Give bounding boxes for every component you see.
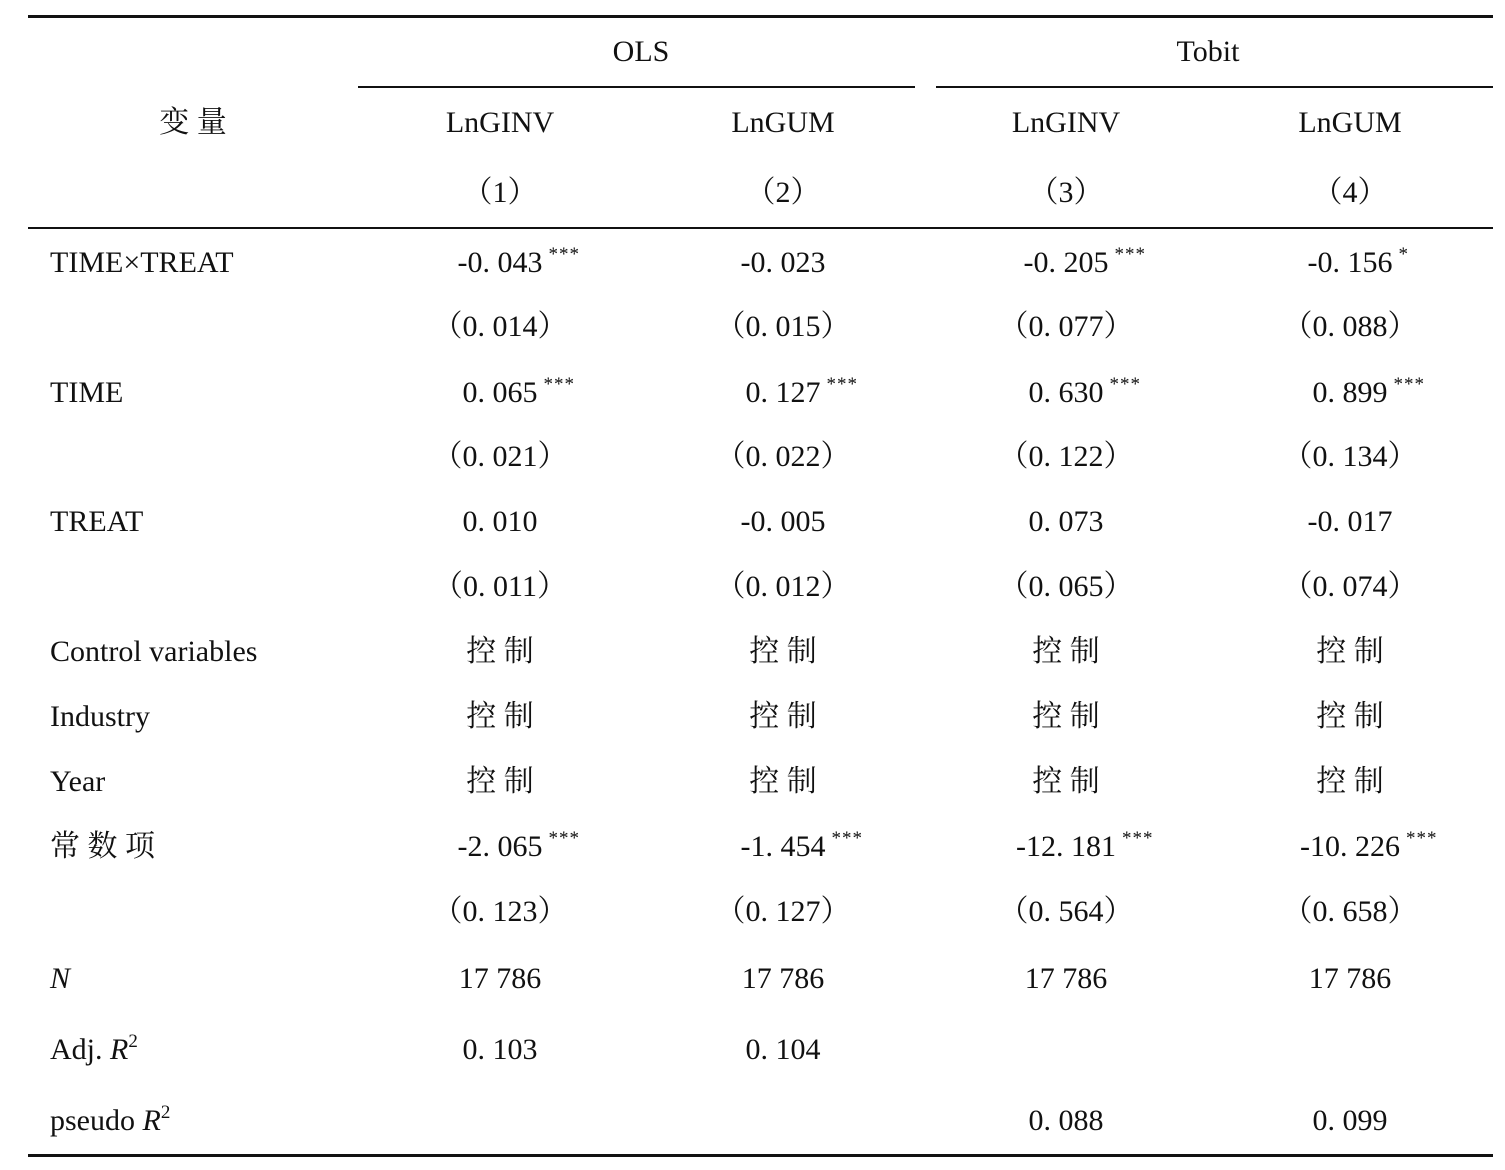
table-cell xyxy=(1032,635,1100,669)
column-2-dependent: LnGUM xyxy=(731,106,835,139)
table-cell xyxy=(1028,374,1141,410)
top-rule xyxy=(28,15,1493,18)
ols-group-rule xyxy=(358,86,915,88)
significance-stars: *** xyxy=(826,374,858,395)
cell-value: 控 制 xyxy=(749,700,817,733)
cell-value: -0. 017 xyxy=(1307,505,1393,538)
cell-value: （0. 127） xyxy=(715,895,851,928)
cell-value: 控 制 xyxy=(1032,700,1100,733)
table-cell xyxy=(745,374,858,410)
cell-value: 控 制 xyxy=(466,765,534,798)
row-label: TIME×TREAT xyxy=(50,246,234,279)
significance-stars: * xyxy=(1398,244,1409,265)
tobit-group-label: Tobit xyxy=(1176,35,1240,68)
table-cell xyxy=(462,374,575,410)
tobit-group-rule xyxy=(936,86,1493,88)
table-cell xyxy=(1316,700,1384,734)
table-cell xyxy=(749,700,817,734)
cell-value: 控 制 xyxy=(749,765,817,798)
table-cell xyxy=(741,505,826,539)
significance-stars: *** xyxy=(548,244,580,265)
bottom-rule xyxy=(28,1154,1493,1157)
row-label: TIME xyxy=(50,376,124,409)
table-cell xyxy=(1032,765,1100,799)
cell-value: （0. 021） xyxy=(432,440,568,473)
cell-value: （0. 123） xyxy=(432,895,568,928)
cell-value: （0. 014） xyxy=(432,310,568,343)
table-cell xyxy=(1283,440,1418,474)
table-cell xyxy=(741,246,826,280)
table-cell xyxy=(999,310,1134,344)
table-cell xyxy=(1316,765,1384,799)
table-cell xyxy=(1316,635,1384,669)
table-cell xyxy=(716,895,851,929)
cell-value: 0. 065 xyxy=(462,376,538,409)
table-cell xyxy=(433,310,568,344)
significance-stars: *** xyxy=(1393,374,1425,395)
table-cell xyxy=(999,570,1134,604)
column-1-number: （1） xyxy=(462,176,538,209)
cell-value: 0. 073 xyxy=(1028,505,1104,538)
cell-value: 0. 088 xyxy=(1028,1104,1104,1137)
cell-value: 17 786 xyxy=(1024,962,1108,995)
significance-stars: *** xyxy=(1406,828,1438,849)
table-cell xyxy=(1307,244,1409,280)
table-cell xyxy=(999,440,1134,474)
row-label: TREAT xyxy=(50,505,144,538)
table-cell xyxy=(466,765,534,799)
column-3-dependent: LnGINV xyxy=(1011,106,1121,139)
cell-value: 0. 010 xyxy=(462,505,538,538)
cell-value: 17 786 xyxy=(458,962,542,995)
cell-value: -0. 205 xyxy=(1023,246,1109,279)
row-label: pseudo $R^2$ xyxy=(50,1102,171,1137)
cell-value: 0. 899 xyxy=(1312,376,1388,409)
table-cell xyxy=(1313,1104,1388,1138)
table-cell xyxy=(463,505,538,539)
cell-value: （0. 012） xyxy=(715,570,851,603)
cell-value: 17 786 xyxy=(1308,962,1392,995)
cell-value: 17 786 xyxy=(741,962,825,995)
cell-value: -12. 181 xyxy=(1016,830,1116,863)
cell-value: -1. 454 xyxy=(740,830,826,863)
table-cell xyxy=(433,440,568,474)
table-cell xyxy=(1032,700,1100,734)
row-label: Adj. $R^2$ xyxy=(50,1031,138,1066)
table-cell xyxy=(457,244,580,280)
significance-stars: *** xyxy=(1114,244,1146,265)
row-label: Control variables xyxy=(50,635,258,668)
table-cell xyxy=(1309,962,1392,996)
cell-value: 控 制 xyxy=(1316,765,1384,798)
column-1-dependent: LnGINV xyxy=(445,106,555,139)
table-cell xyxy=(749,635,817,669)
table-cell xyxy=(459,962,542,996)
cell-value: 控 制 xyxy=(1316,700,1384,733)
row-label: Industry xyxy=(50,700,150,733)
table-cell xyxy=(466,700,534,734)
cell-value: 0. 630 xyxy=(1028,376,1104,409)
cell-value: （0. 015） xyxy=(715,310,851,343)
cell-value: （0. 134） xyxy=(1282,440,1418,473)
cell-value: （0. 564） xyxy=(998,895,1134,928)
cell-value: （0. 074） xyxy=(1282,570,1418,603)
cell-value: -0. 005 xyxy=(740,505,826,538)
significance-stars: *** xyxy=(543,374,575,395)
column-3-number: （3） xyxy=(1028,176,1104,209)
table-cell xyxy=(466,635,534,669)
significance-stars: *** xyxy=(1122,828,1154,849)
cell-value: （0. 065） xyxy=(998,570,1134,603)
cell-value: -0. 043 xyxy=(457,246,543,279)
cell-value: （0. 088） xyxy=(1282,310,1418,343)
table-cell xyxy=(1283,895,1418,929)
ols-group-label: OLS xyxy=(612,35,670,68)
cell-value: -0. 156 xyxy=(1307,246,1393,279)
row-label: Year xyxy=(50,765,106,798)
cell-value: 控 制 xyxy=(1032,635,1100,668)
table-cell xyxy=(716,570,851,604)
table-cell xyxy=(1029,1104,1104,1138)
table-cell xyxy=(716,440,851,474)
significance-stars: *** xyxy=(831,828,863,849)
cell-value: 0. 103 xyxy=(462,1033,538,1066)
column-4-dependent: LnGUM xyxy=(1298,106,1402,139)
column-2-number: （2） xyxy=(745,176,821,209)
table-cell xyxy=(742,962,825,996)
cell-value: 控 制 xyxy=(1316,635,1384,668)
table-cell xyxy=(740,828,863,864)
cell-value: 控 制 xyxy=(1032,765,1100,798)
row-label: N xyxy=(50,962,71,995)
table-cell xyxy=(433,895,568,929)
cell-value: -2. 065 xyxy=(457,830,543,863)
table-cell xyxy=(1308,505,1393,539)
row-label: 常 数 项 xyxy=(50,830,155,863)
significance-stars: *** xyxy=(548,828,580,849)
cell-value: 0. 127 xyxy=(745,376,821,409)
table-cell xyxy=(1283,570,1418,604)
table-cell xyxy=(716,310,851,344)
cell-value: 控 制 xyxy=(466,700,534,733)
column-4-number: （4） xyxy=(1312,176,1388,209)
table-cell xyxy=(746,1033,821,1067)
table-cell xyxy=(1300,828,1438,864)
cell-value: 0. 099 xyxy=(1312,1104,1388,1137)
header-bottom-rule xyxy=(28,227,1493,229)
table-cell xyxy=(1283,310,1418,344)
table-cell xyxy=(749,765,817,799)
table-cell xyxy=(463,1033,538,1067)
variable-header: 变 量 xyxy=(159,106,227,139)
table-cell xyxy=(1029,505,1104,539)
table-cell xyxy=(1025,962,1108,996)
cell-value: （0. 122） xyxy=(998,440,1134,473)
table-cell xyxy=(1312,374,1425,410)
table-cell xyxy=(433,570,567,604)
cell-value: （0. 022） xyxy=(715,440,851,473)
table-cell xyxy=(999,895,1134,929)
cell-value: 控 制 xyxy=(749,635,817,668)
cell-value: （0. 658） xyxy=(1282,895,1418,928)
cell-value: -0. 023 xyxy=(740,246,826,279)
cell-value: -10. 226 xyxy=(1300,830,1400,863)
cell-value: （0. 011） xyxy=(433,570,567,603)
cell-value: 控 制 xyxy=(466,635,534,668)
significance-stars: *** xyxy=(1109,374,1141,395)
table-cell xyxy=(1023,244,1146,280)
table-cell xyxy=(457,828,580,864)
cell-value: 0. 104 xyxy=(745,1033,821,1066)
table-cell xyxy=(1016,828,1154,864)
cell-value: （0. 077） xyxy=(998,310,1134,343)
